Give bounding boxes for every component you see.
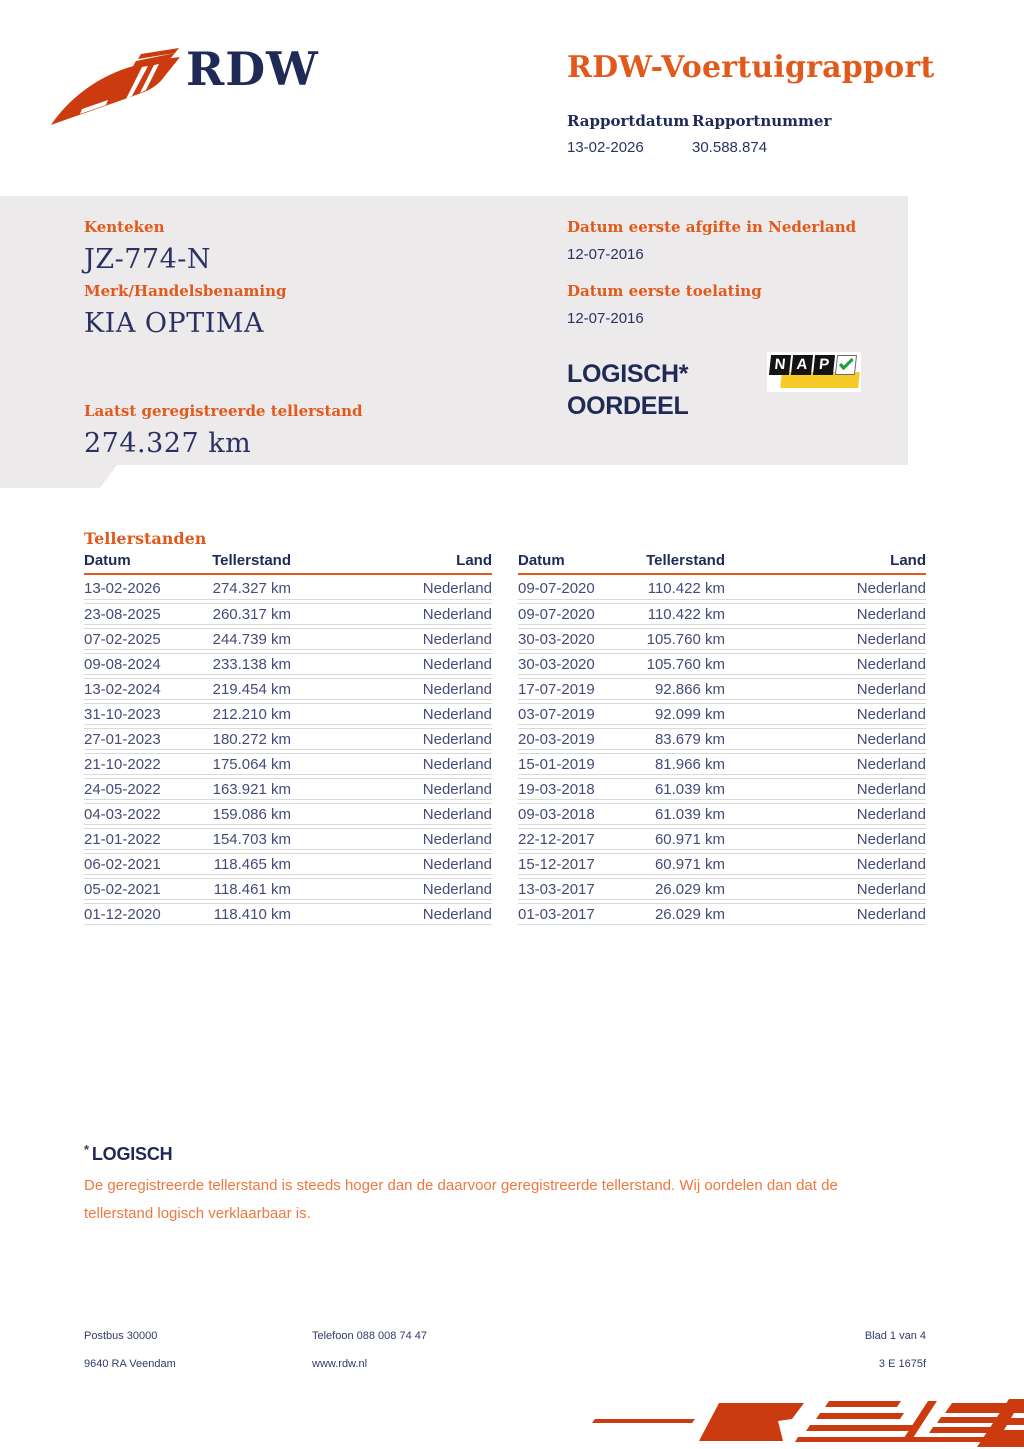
cell-datum: 06-02-2021 [84,853,206,875]
cell-datum: 03-07-2019 [518,703,640,725]
table-row [84,603,492,625]
footer-contact [312,1322,427,1378]
report-date-value: 13-02-2026 [567,139,644,156]
cell-datum: 19-03-2018 [518,778,640,800]
cell-land: Nederland [291,753,492,775]
tellerstanden-table-right [518,549,926,928]
cell-datum: 09-03-2018 [518,803,640,825]
cell-tellerstand: 244.739 km [206,628,291,650]
cell-tellerstand: 175.064 km [206,753,291,775]
cell-land: Nederland [725,803,926,825]
nap-letter-n: N [769,355,791,375]
merk-value: KIA OPTIMA [84,308,265,339]
cell-land: Nederland [291,803,492,825]
judgement-title-text: LOGISCH [91,1144,173,1164]
report-number-value: 30.588.874 [692,139,768,156]
cell-datum: 05-02-2021 [84,878,206,900]
report-date-label: Rapportdatum [567,112,690,130]
table-row [518,853,926,875]
cell-land: Nederland [291,778,492,800]
cell-land: Nederland [291,878,492,900]
cell-land: Nederland [725,878,926,900]
cell-tellerstand: 118.410 km [206,903,291,925]
cell-tellerstand: 92.866 km [640,678,725,700]
cell-land: Nederland [725,778,926,800]
footer-address-line2: 9640 RA Veendam [84,1358,176,1370]
table-row [518,728,926,750]
cell-datum: 20-03-2019 [518,728,640,750]
nap-tiles [770,355,858,375]
cell-datum: 09-07-2020 [518,578,640,600]
judgement-explanation: De geregistreerde tellerstand is steeds hoger dan de daarvoor geregistreerde tellerstand. Wij oordelen dan dat de tellerstand logisch verklaarbaar is. [84,1177,838,1222]
table-row [518,878,926,900]
cell-tellerstand: 219.454 km [206,678,291,700]
vehicle-info-panel [0,196,908,465]
table-row [84,803,492,825]
cell-tellerstand: 105.760 km [640,628,725,650]
cell-datum: 15-01-2019 [518,753,640,775]
panel-corner-cut [0,465,117,488]
report-date-block [567,112,689,156]
cell-land: Nederland [291,728,492,750]
nap-letter-p: P [813,355,835,375]
cell-tellerstand: 159.086 km [206,803,291,825]
cell-datum: 09-07-2020 [518,603,640,625]
kenteken-value: JZ-774-N [84,244,211,275]
cell-land: Nederland [291,653,492,675]
judgement-asterisk: * [84,1142,89,1157]
cell-tellerstand: 61.039 km [640,778,725,800]
column-header-tellerstand: Tellerstand [640,552,725,575]
table-row [518,778,926,800]
table-row [84,828,492,850]
cell-datum: 27-01-2023 [84,728,206,750]
cell-datum: 13-02-2026 [84,578,206,600]
afgifte-field [567,218,856,263]
cell-tellerstand: 212.210 km [206,703,291,725]
table-row [518,603,926,625]
cell-tellerstand: 60.971 km [640,853,725,875]
toelating-label: Datum eerste toelating [567,282,762,300]
cell-datum: 15-12-2017 [518,853,640,875]
cell-tellerstand: 154.703 km [206,828,291,850]
cell-land: Nederland [291,703,492,725]
table-row [84,678,492,700]
cell-datum: 21-01-2022 [84,828,206,850]
footer-website: www.rdw.nl [312,1358,368,1370]
cell-tellerstand: 26.029 km [640,878,725,900]
cell-land: Nederland [725,903,926,925]
nap-letter-a: A [791,355,813,375]
afgifte-label: Datum eerste afgifte in Nederland [567,218,857,236]
afgifte-value: 12-07-2016 [567,246,644,263]
table-row [84,703,492,725]
laatste-tellerstand-label: Laatst geregistreerde tellerstand [84,402,363,420]
cell-tellerstand: 83.679 km [640,728,725,750]
laatste-tellerstand-field [84,402,363,459]
cell-datum: 13-02-2024 [84,678,206,700]
tellerstanden-section-title: Tellerstanden [84,529,207,548]
footer-page-info [700,1322,926,1378]
table-row [84,653,492,675]
rdw-speed-stripes-graphic [584,1393,1024,1449]
footer-page-indicator: Blad 1 van 4 [864,1330,926,1342]
cell-land: Nederland [291,628,492,650]
nap-logo [767,352,861,392]
table-row [84,753,492,775]
rdw-wordmark: RDW [186,42,319,96]
table-row [518,903,926,925]
cell-datum: 01-12-2020 [84,903,206,925]
cell-tellerstand: 110.422 km [640,603,725,625]
column-header-tellerstand: Tellerstand [206,552,291,575]
cell-datum: 13-03-2017 [518,878,640,900]
cell-tellerstand: 61.039 km [640,803,725,825]
cell-tellerstand: 163.921 km [206,778,291,800]
table-row [518,653,926,675]
table-row [84,578,492,600]
table-row [518,803,926,825]
oordeel-line2: OORDEEL [567,392,689,420]
cell-land: Nederland [291,578,492,600]
merk-field [84,282,287,339]
cell-datum: 22-12-2017 [518,828,640,850]
cell-tellerstand: 26.029 km [640,903,725,925]
table-row [518,753,926,775]
judgement-title [84,1142,172,1165]
oordeel-text [567,358,689,422]
cell-land: Nederland [725,653,926,675]
table-row [518,628,926,650]
cell-datum: 04-03-2022 [84,803,206,825]
table-row [518,703,926,725]
cell-land: Nederland [725,678,926,700]
cell-land: Nederland [725,753,926,775]
table-row [84,628,492,650]
column-header-datum: Datum [84,552,206,575]
cell-tellerstand: 118.461 km [206,878,291,900]
column-header-datum: Datum [518,552,640,575]
table-header-row [518,552,926,575]
cell-datum: 01-03-2017 [518,903,640,925]
oordeel-line1: LOGISCH* [567,360,689,388]
nap-checkmark-icon [835,355,857,375]
table-header-row [84,552,492,575]
cell-tellerstand: 81.966 km [640,753,725,775]
cell-land: Nederland [725,603,926,625]
cell-land: Nederland [291,853,492,875]
table-row [518,578,926,600]
cell-land: Nederland [291,603,492,625]
toelating-field [567,282,762,327]
cell-tellerstand: 60.971 km [640,828,725,850]
cell-land: Nederland [725,578,926,600]
cell-land: Nederland [291,903,492,925]
kenteken-field [84,218,211,275]
page-title: RDW-Voertuigrapport [567,50,935,85]
report-number-label: Rapportnummer [692,112,832,130]
cell-datum: 31-10-2023 [84,703,206,725]
cell-land: Nederland [725,703,926,725]
table-row [84,903,492,925]
cell-datum: 17-07-2019 [518,678,640,700]
cell-datum: 30-03-2020 [518,653,640,675]
footer-address [84,1322,176,1378]
merk-label: Merk/Handelsbenaming [84,282,287,300]
cell-tellerstand: 105.760 km [640,653,725,675]
tellerstanden-tables [84,549,926,928]
cell-tellerstand: 260.317 km [206,603,291,625]
cell-land: Nederland [291,828,492,850]
cell-land: Nederland [725,853,926,875]
table-row [84,728,492,750]
cell-datum: 07-02-2025 [84,628,206,650]
table-row [518,678,926,700]
footer-form-code: 3 E 1675f [878,1358,926,1370]
cell-land: Nederland [725,628,926,650]
cell-land: Nederland [725,728,926,750]
table-row [84,778,492,800]
cell-land: Nederland [291,678,492,700]
cell-datum: 09-08-2024 [84,653,206,675]
cell-datum: 21-10-2022 [84,753,206,775]
cell-tellerstand: 274.327 km [206,578,291,600]
toelating-value: 12-07-2016 [567,310,644,327]
cell-datum: 30-03-2020 [518,628,640,650]
cell-tellerstand: 118.465 km [206,853,291,875]
footer-phone: Telefoon 088 008 74 47 [312,1330,427,1342]
cell-tellerstand: 110.422 km [640,578,725,600]
cell-datum: 23-08-2025 [84,603,206,625]
table-row [84,878,492,900]
laatste-tellerstand-value: 274.327 km [84,428,252,459]
column-header-land: Land [291,552,492,575]
kenteken-label: Kenteken [84,218,165,236]
cell-datum: 24-05-2022 [84,778,206,800]
cell-tellerstand: 92.099 km [640,703,725,725]
rdw-swoosh-logo-icon [48,46,183,128]
cell-tellerstand: 180.272 km [206,728,291,750]
report-number-block [692,112,831,156]
footer-address-line1: Postbus 30000 [84,1330,158,1342]
cell-tellerstand: 233.138 km [206,653,291,675]
cell-land: Nederland [725,828,926,850]
tellerstanden-table-left [84,549,492,928]
column-header-land: Land [725,552,926,575]
table-row [518,828,926,850]
table-row [84,853,492,875]
